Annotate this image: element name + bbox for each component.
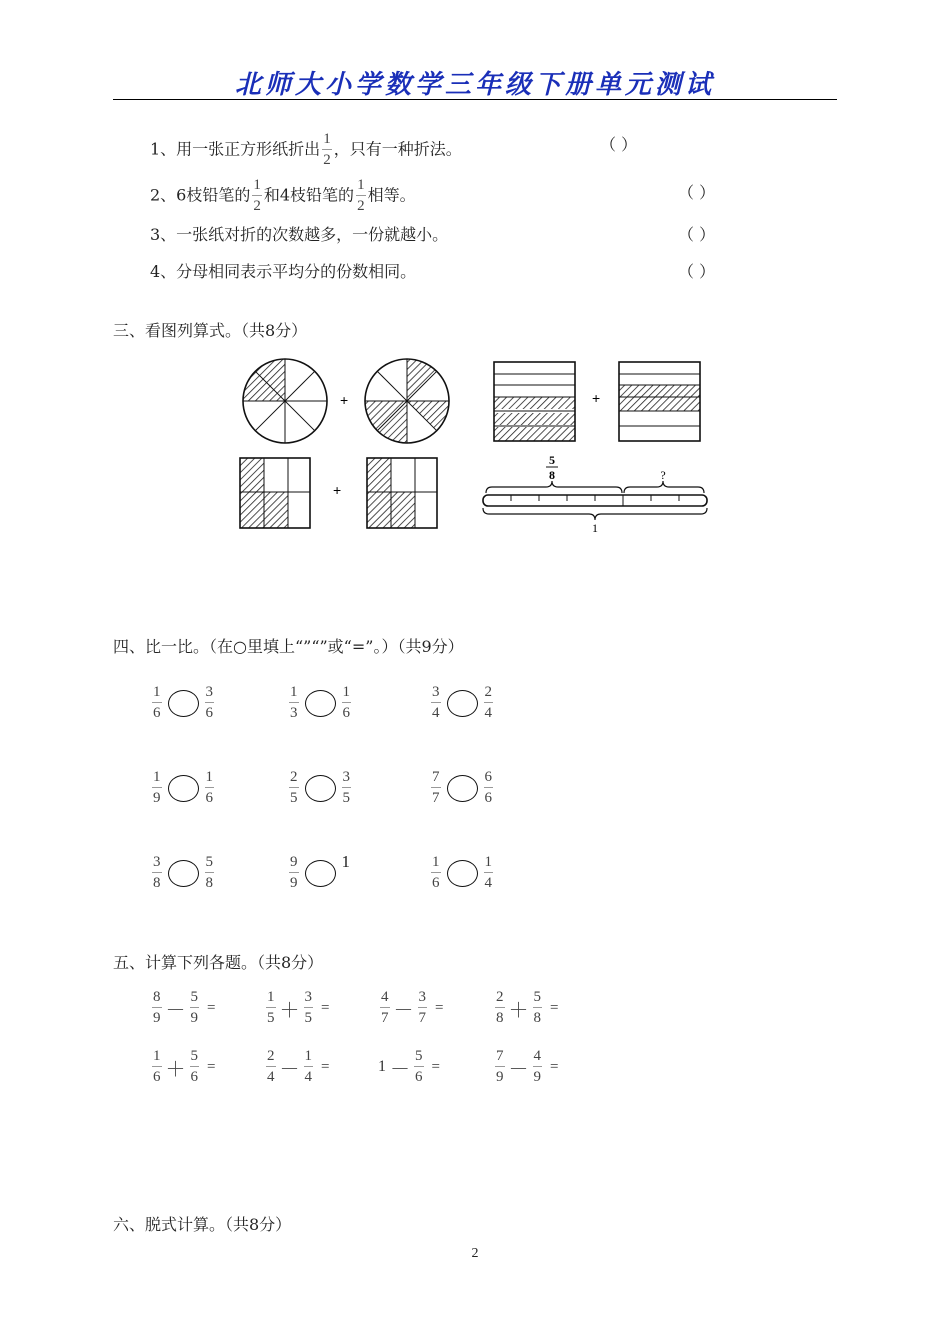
compare-item: $\frac{1}{6}$ $\frac{3}{6}$: [153, 684, 213, 721]
striped-rect-1: [494, 362, 575, 441]
answer-paren-2[interactable]: （ ）: [678, 183, 716, 202]
judge-item-2-mid: 和4枝铅笔的: [263, 185, 355, 205]
fraction: $\frac{1}{2}$: [323, 131, 331, 168]
segment-bar-figure: [483, 453, 707, 535]
judge-item-1-post: ，只有一种折法。: [333, 139, 462, 159]
judge-item-2-pre: 2、6枝铅笔的: [150, 185, 251, 205]
compare-item: $\frac{2}{5}$ $\frac{3}{5}$: [290, 769, 350, 806]
judge-item-3: 3、一张纸对折的次数越多，一份就越小。: [150, 225, 449, 244]
grid-figure-2: [367, 458, 437, 528]
calc-item: $\frac{2}{4}$ － $\frac{1}{4}$ =: [267, 1048, 330, 1085]
judge-item-4: 4、分母相同表示平均分的份数相同。: [150, 262, 417, 281]
plus-sign: +: [340, 392, 349, 408]
section-3-heading: 三、看图列算式。（共8分）: [113, 321, 308, 340]
compare-circle[interactable]: [447, 690, 478, 717]
page-header-title: 北师大小学数学三年级下册单元测试: [234, 70, 715, 100]
calc-item: $\frac{1}{5}$ ＋ $\frac{3}{5}$ =: [267, 989, 330, 1026]
compare-item: $\frac{7}{7}$ $\frac{6}{6}$: [432, 769, 492, 806]
compare-circle[interactable]: [305, 690, 336, 717]
compare-item: $\frac{3}{8}$ $\frac{5}{8}$: [153, 854, 213, 891]
bar-fraction-numerator: 5: [549, 453, 555, 467]
bar-question-mark: ?: [660, 468, 666, 482]
plus-sign: +: [333, 482, 342, 498]
section-6-heading: 六、脱式计算。（共8分）: [113, 1215, 292, 1234]
plus-sign: +: [592, 390, 601, 406]
compare-item: $\frac{1}{6}$ $\frac{1}{4}$: [432, 854, 492, 891]
calc-item: $\frac{1}{6}$ ＋ $\frac{5}{6}$ =: [153, 1048, 216, 1085]
judge-item-2: [150, 178, 416, 214]
compare-circle[interactable]: [168, 860, 199, 887]
compare-circle[interactable]: [447, 775, 478, 802]
calc-item: $\frac{4}{7}$ － $\frac{3}{7}$ =: [381, 989, 444, 1026]
answer-paren-4[interactable]: （ ）: [678, 262, 716, 281]
bar-fraction-denominator: 8: [549, 468, 555, 482]
compare-item: $\frac{9}{9}$ 1: [290, 852, 350, 891]
compare-circle[interactable]: [305, 860, 336, 887]
striped-rect-2: [619, 362, 700, 441]
compare-circle[interactable]: [447, 860, 478, 887]
answer-paren-1[interactable]: （ ）: [600, 135, 638, 154]
judge-item-1: [150, 132, 462, 168]
fraction: $\frac{1}{2}$: [357, 177, 365, 214]
compare-circle[interactable]: [305, 775, 336, 802]
page-number: 2: [471, 1246, 479, 1261]
circle-figure-1: [243, 359, 327, 443]
bar-one-label: 1: [592, 521, 598, 535]
calc-item: $\frac{7}{9}$ － $\frac{4}{9}$ =: [496, 1048, 559, 1085]
judge-item-1-pre: 1、用一张正方形纸折出: [150, 139, 321, 159]
section-5-heading: 五、计算下列各题。（共8分）: [113, 953, 324, 972]
circle-figure-2: [365, 359, 449, 443]
judge-item-2-post: 相等。: [367, 185, 416, 205]
calc-item: 1 － $\frac{5}{6}$ =: [378, 1048, 440, 1085]
calc-item: $\frac{2}{8}$ ＋ $\frac{5}{8}$ =: [496, 989, 559, 1026]
answer-paren-3[interactable]: （ ）: [678, 225, 716, 244]
calc-item: $\frac{8}{9}$ － $\frac{5}{9}$ =: [153, 989, 216, 1026]
compare-item: $\frac{1}{9}$ $\frac{1}{6}$: [153, 769, 213, 806]
compare-item: $\frac{3}{4}$ $\frac{2}{4}$: [432, 684, 492, 721]
compare-item: $\frac{1}{3}$ $\frac{1}{6}$: [290, 684, 350, 721]
section-3-figures: [230, 355, 730, 535]
compare-whole-number: 1: [341, 852, 350, 871]
compare-circle[interactable]: [168, 690, 199, 717]
section-4-heading: 四、比一比。（在○里填上“”“”或“=”。）（共9分）: [113, 637, 464, 656]
grid-figure-1: [240, 458, 310, 528]
header-rule: [113, 99, 837, 100]
fraction: $\frac{1}{2}$: [253, 177, 261, 214]
compare-circle[interactable]: [168, 775, 199, 802]
